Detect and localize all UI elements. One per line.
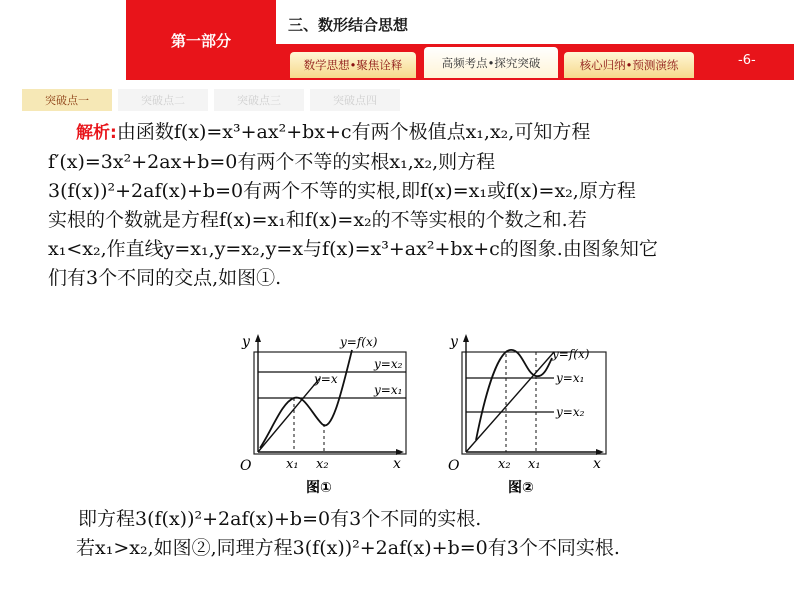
- figure-2-x-label: x: [593, 456, 601, 472]
- solution-line-1: [48, 118, 748, 148]
- subtab-point-3[interactable]: 突破点三: [214, 89, 304, 111]
- figure-1-curve-label: y=f(x): [340, 335, 378, 349]
- figure-1-caption: 图①: [306, 480, 332, 496]
- figure-2-x1-label: y=x₁: [556, 371, 585, 385]
- tab-math-thinking[interactable]: 数学思想•聚焦诠释: [290, 52, 416, 78]
- solution-line-4: 实根的个数就是方程f(x)=x₁和f(x)=x₂的不等实根的个数之和.若: [48, 209, 587, 231]
- figure-1: [228, 330, 418, 500]
- figure-2-line-yx: [466, 352, 554, 452]
- figure-2-x2-label: y=x₂: [556, 405, 585, 419]
- subtab-point-2[interactable]: 突破点二: [118, 89, 208, 111]
- figure-2-tick-x2: x₂: [498, 457, 511, 472]
- figure-2-y-arrow: [463, 334, 469, 342]
- figure-1-origin: O: [240, 458, 252, 474]
- section-title: 三、数形结合思想: [288, 16, 409, 34]
- conclusion-text: [78, 505, 768, 563]
- figure-1-yx-label: y=x: [314, 372, 338, 386]
- subtab-point-4[interactable]: 突破点四: [310, 89, 400, 111]
- figure-2-caption: 图②: [508, 480, 534, 496]
- solution-line-5: x₁<x₂,作直线y=x₁,y=x₂,y=x与f(x)=x³+ax²+bx+c的图象.由图象知它: [48, 238, 658, 260]
- solution-text: [48, 118, 748, 293]
- figure-1-line-yx: [258, 378, 320, 452]
- page-number: -6-: [738, 53, 756, 68]
- tab-core-summary[interactable]: 核心归纳•预测演练: [564, 52, 694, 78]
- figure-1-x2-label: y=x₂: [374, 357, 403, 371]
- figure-2-curve-label: y=f(x): [552, 347, 590, 361]
- solution-label: 解析:: [76, 123, 117, 143]
- solution-line-2: f′(x)=3x²+2ax+b=0有两个不等的实根x₁,x₂,则方程: [48, 151, 496, 173]
- figure-2-curve: [476, 350, 552, 440]
- conclusion-line-1: 即方程3(f(x))²+2af(x)+b=0有3个不同的实根.: [78, 508, 482, 530]
- figure-1-tick-x2: x₂: [316, 457, 329, 472]
- figure-1-tick-x1: x₁: [286, 457, 299, 472]
- figure-2-origin: O: [448, 458, 460, 474]
- solution-line-1-text: 由函数f(x)=x³+ax²+bx+c有两个极值点x₁,x₂,可知方程: [116, 121, 591, 143]
- solution-line-6: 们有3个不同的交点,如图①.: [48, 267, 282, 289]
- figure-1-x1-label: y=x₁: [374, 383, 403, 397]
- part-label-text: 第一部分: [170, 31, 231, 50]
- solution-line-3: 3(f(x))²+2af(x)+b=0有两个不等的实根,即f(x)=x₁或f(x)=x₂,原方程: [48, 180, 636, 202]
- subtab-point-1[interactable]: 突破点一: [22, 89, 112, 111]
- figure-2-y-label: y: [450, 334, 458, 350]
- figure-1-y-label: y: [242, 334, 250, 350]
- part-label: [126, 0, 276, 80]
- conclusion-line-2: 若x₁>x₂,如图②,同理方程3(f(x))²+2af(x)+b=0有3个不同实根.: [76, 537, 620, 559]
- tab-high-frequency[interactable]: 高频考点•探究突破: [424, 47, 558, 78]
- figure-1-x-label: x: [393, 456, 401, 472]
- figure-2: [436, 330, 616, 500]
- figure-2-tick-x1: x₁: [528, 457, 541, 472]
- figure-1-y-arrow: [255, 334, 261, 342]
